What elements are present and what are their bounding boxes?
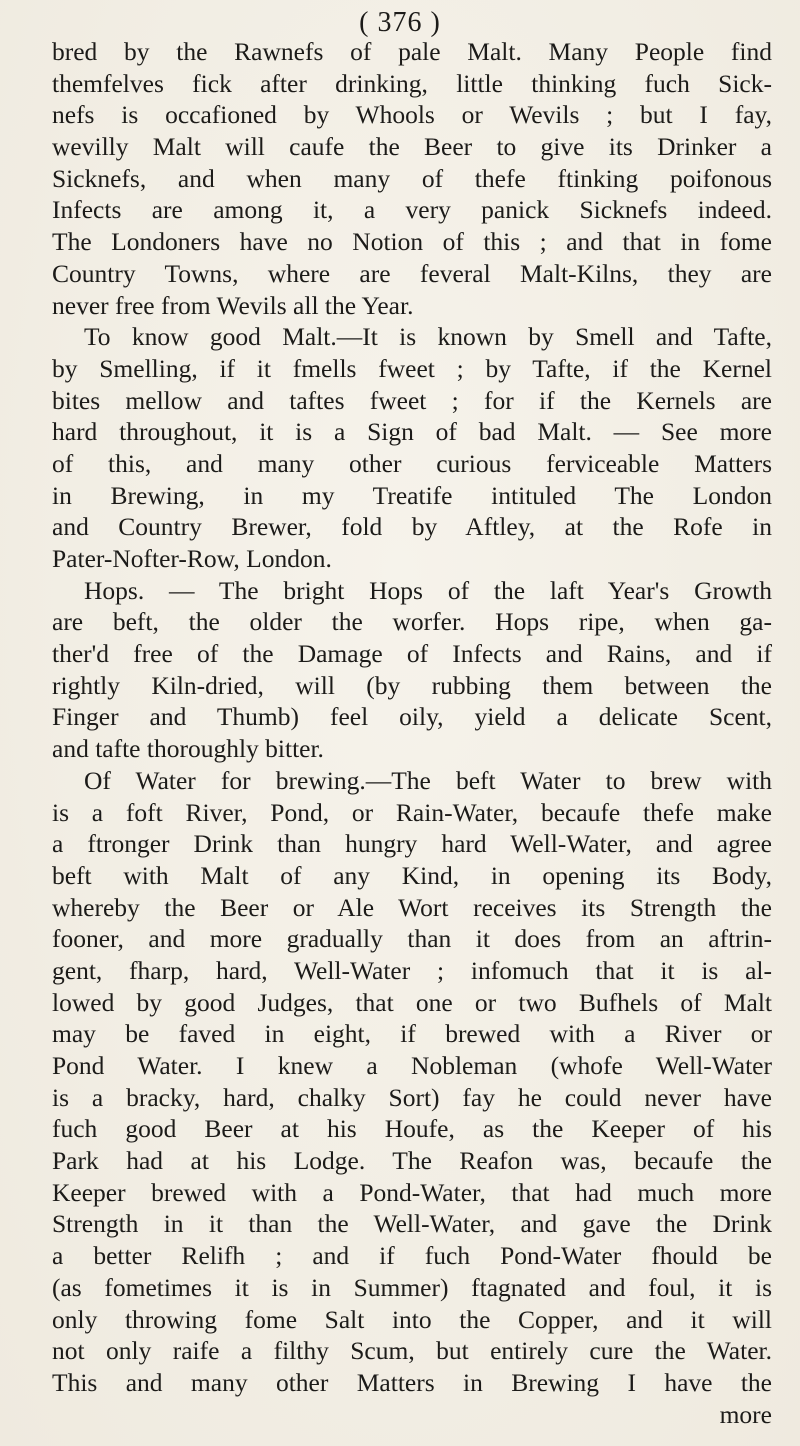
text-line: not only raife a filthy Scum, but entirely cure the Water.	[52, 1336, 772, 1366]
text-line: hard throughout, it is a Sign of bad Malt. — See more	[52, 417, 772, 447]
text-line: by Smelling, if it fmells fweet ; by Tafte, if the Kernel	[52, 353, 772, 383]
text-line: Pond Water. I knew a Nobleman (whofe Well-Water	[52, 1051, 772, 1080]
text-line: nefs is occafioned by Whools or Wevils ; but I fay,	[52, 100, 772, 130]
text-line: in Brewing, in my Treatife intituled The London	[52, 480, 772, 510]
text-line: bred by the Rawnefs of pale Malt. Many People find	[52, 37, 772, 66]
text-line: Keeper brewed with a Pond-Water, that had much more	[52, 1177, 772, 1207]
text-line: Park had at his Lodge. The Reafon was, becaufe the	[52, 1146, 772, 1176]
text-line: and tafte thoroughly bitter.	[52, 734, 324, 764]
text-line: wevilly Malt will caufe the Beer to give its Drinker a	[52, 132, 772, 162]
text-line: Sicknefs, and when many of thefe ftinking poifonous	[52, 163, 772, 193]
text-line: beft with Malt of any Kind, in opening its Body,	[52, 860, 772, 890]
text-line: a better Relifh ; and if fuch Pond-Water fhould be	[52, 1241, 772, 1271]
text-line: Finger and Thumb) feel oily, yield a delicate Scent,	[52, 702, 772, 732]
page-number: ( 376 )	[359, 7, 441, 38]
section-heading-line: To know good Malt.—It is known by Smell and Tafte,	[84, 322, 772, 352]
text-line: are beft, the older the worfer. Hops ripe, when ga-	[52, 607, 772, 637]
text-line: Infects are among it, a very panick Sicknefs indeed.	[52, 195, 772, 225]
section-heading-line: Hops. — The bright Hops of the laft Year's Growth	[84, 575, 772, 605]
text-line: Strength in it than the Well-Water, and gave the Drink	[52, 1209, 772, 1239]
text-line: may be faved in eight, if brewed with a River or	[52, 1019, 772, 1049]
text-line: whereby the Beer or Ale Wort receives its Strength the	[52, 892, 772, 922]
text-line: bites mellow and taftes fweet ; for if the Kernels are	[52, 385, 772, 415]
section-heading-line: Of Water for brewing.—The beft Water to brew with	[84, 765, 772, 795]
text-line: only throwing fome Salt into the Copper, and it will	[52, 1304, 772, 1334]
text-line: and Country Brewer, fold by Aftley, at the Rofe in	[52, 512, 772, 542]
text-line: of this, and many other curious ferviceable Matters	[52, 448, 772, 478]
text-line: (as fometimes it is in Summer) ftagnated and foul, it is	[52, 1272, 772, 1302]
catchword: more	[719, 1399, 772, 1429]
body-text	[52, 36, 772, 1430]
text-line: Country Towns, where are feveral Malt-Kilns, they are	[52, 258, 772, 288]
text-line: lowed by good Judges, that one or two Bufhels of Malt	[52, 987, 772, 1017]
text-line: never free from Wevils all the Year.	[52, 290, 414, 320]
text-line: The Londoners have no Notion of this ; and that in fome	[52, 227, 772, 257]
text-line: fooner, and more gradually than it does from an aftrin-	[52, 924, 772, 954]
text-line: is a foft River, Pond, or Rain-Water, becaufe thefe make	[52, 797, 772, 827]
text-line: Pater-Nofter-Row, London.	[52, 544, 332, 573]
text-line: ther'd free of the Damage of Infects and Rains, and if	[52, 639, 772, 669]
text-line: This and many other Matters in Brewing I have the	[52, 1367, 772, 1397]
text-line: a ftronger Drink than hungry hard Well-Water, and agree	[52, 829, 772, 859]
text-line: rightly Kiln-dried, will (by rubbing them between the	[52, 670, 772, 700]
text-line: fuch good Beer at his Houfe, as the Keeper of his	[52, 1114, 772, 1144]
text-line: is a bracky, hard, chalky Sort) fay he could never have	[52, 1082, 772, 1112]
text-line: gent, fharp, hard, Well-Water ; infomuch that it is al-	[52, 955, 772, 985]
text-line: themfelves fick after drinking, little thinking fuch Sick-	[52, 68, 772, 98]
